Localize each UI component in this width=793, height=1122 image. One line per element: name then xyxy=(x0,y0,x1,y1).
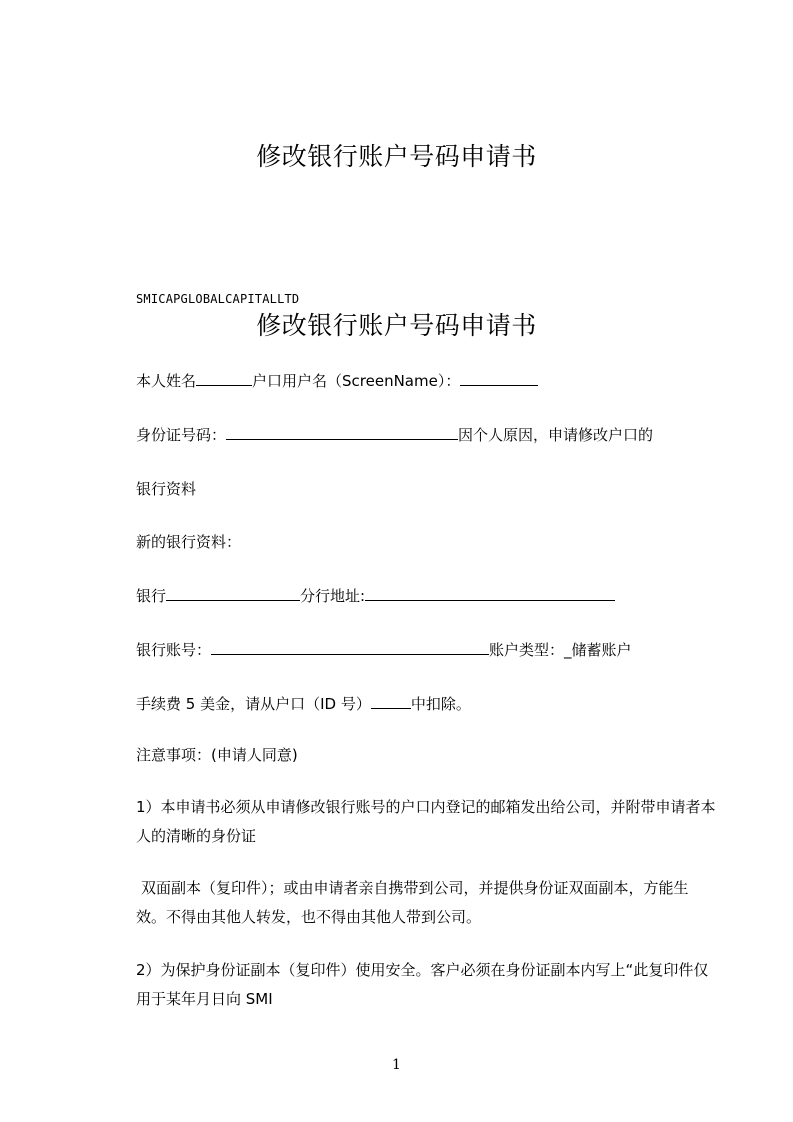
account-number-label: 银行账号： xyxy=(136,641,212,659)
name-blank xyxy=(196,371,252,386)
fee-text-after: 中扣除。 xyxy=(410,695,471,713)
reason-text: 因个人原因，申请修改户口的 xyxy=(458,426,654,444)
id-label: 身份证号码： xyxy=(136,426,227,444)
note-1-continued-text: 双面副本（复印件）；或由申请者亲自携带到公司，并提供身份证双面副本，方能生效。不得由其他人转发，也不得由其他人带到公司。 xyxy=(136,879,689,926)
page-number: 1 xyxy=(392,1057,401,1073)
new-bank-heading: 新的银行资料： xyxy=(136,533,242,551)
page-title: 修改银行账户号码申请书 xyxy=(256,142,537,171)
note-1-continued xyxy=(136,874,716,932)
fee-text-before: 手续费 5 美金，请从户口（ID 号） xyxy=(136,695,371,713)
bank-info-text: 银行资料 xyxy=(136,480,197,498)
notes-heading: 注意事项：(申请人同意) xyxy=(136,746,298,764)
bank-line xyxy=(136,586,615,606)
name-label: 本人姓名 xyxy=(136,372,197,390)
account-name-blank xyxy=(460,371,538,386)
fee-line xyxy=(136,694,471,714)
branch-label: 分行地址: xyxy=(300,587,366,605)
id-blank xyxy=(226,425,458,440)
account-number-blank xyxy=(211,640,489,655)
company-name: SMICAPGLOBALCAPITALLTD xyxy=(136,292,300,306)
account-name-label: 户口用户名（ScreenName）： xyxy=(252,372,461,390)
name-line xyxy=(136,371,538,391)
form-title: 修改银行账户号码申请书 xyxy=(256,311,537,340)
branch-blank xyxy=(365,586,615,601)
account-type-label: 账户类型：_储蓄账户 xyxy=(489,641,632,659)
bank-blank xyxy=(166,586,300,601)
bank-label: 银行 xyxy=(136,587,167,605)
fee-id-blank xyxy=(371,694,411,709)
note-1 xyxy=(136,793,716,851)
note-2-text: 2）为保护身份证副本（复印件）使用安全。客户必须在身份证副本内写上“此复印件仅用于某年月日向 SMI xyxy=(136,961,709,1008)
account-line xyxy=(136,640,632,660)
id-line xyxy=(136,425,653,445)
note-1-text: 1）本申请书必须从申请修改银行账号的户口内登记的邮箱发出给公司，并附带申请者本人的清晰的身份证 xyxy=(136,798,716,845)
note-2 xyxy=(136,956,716,1014)
